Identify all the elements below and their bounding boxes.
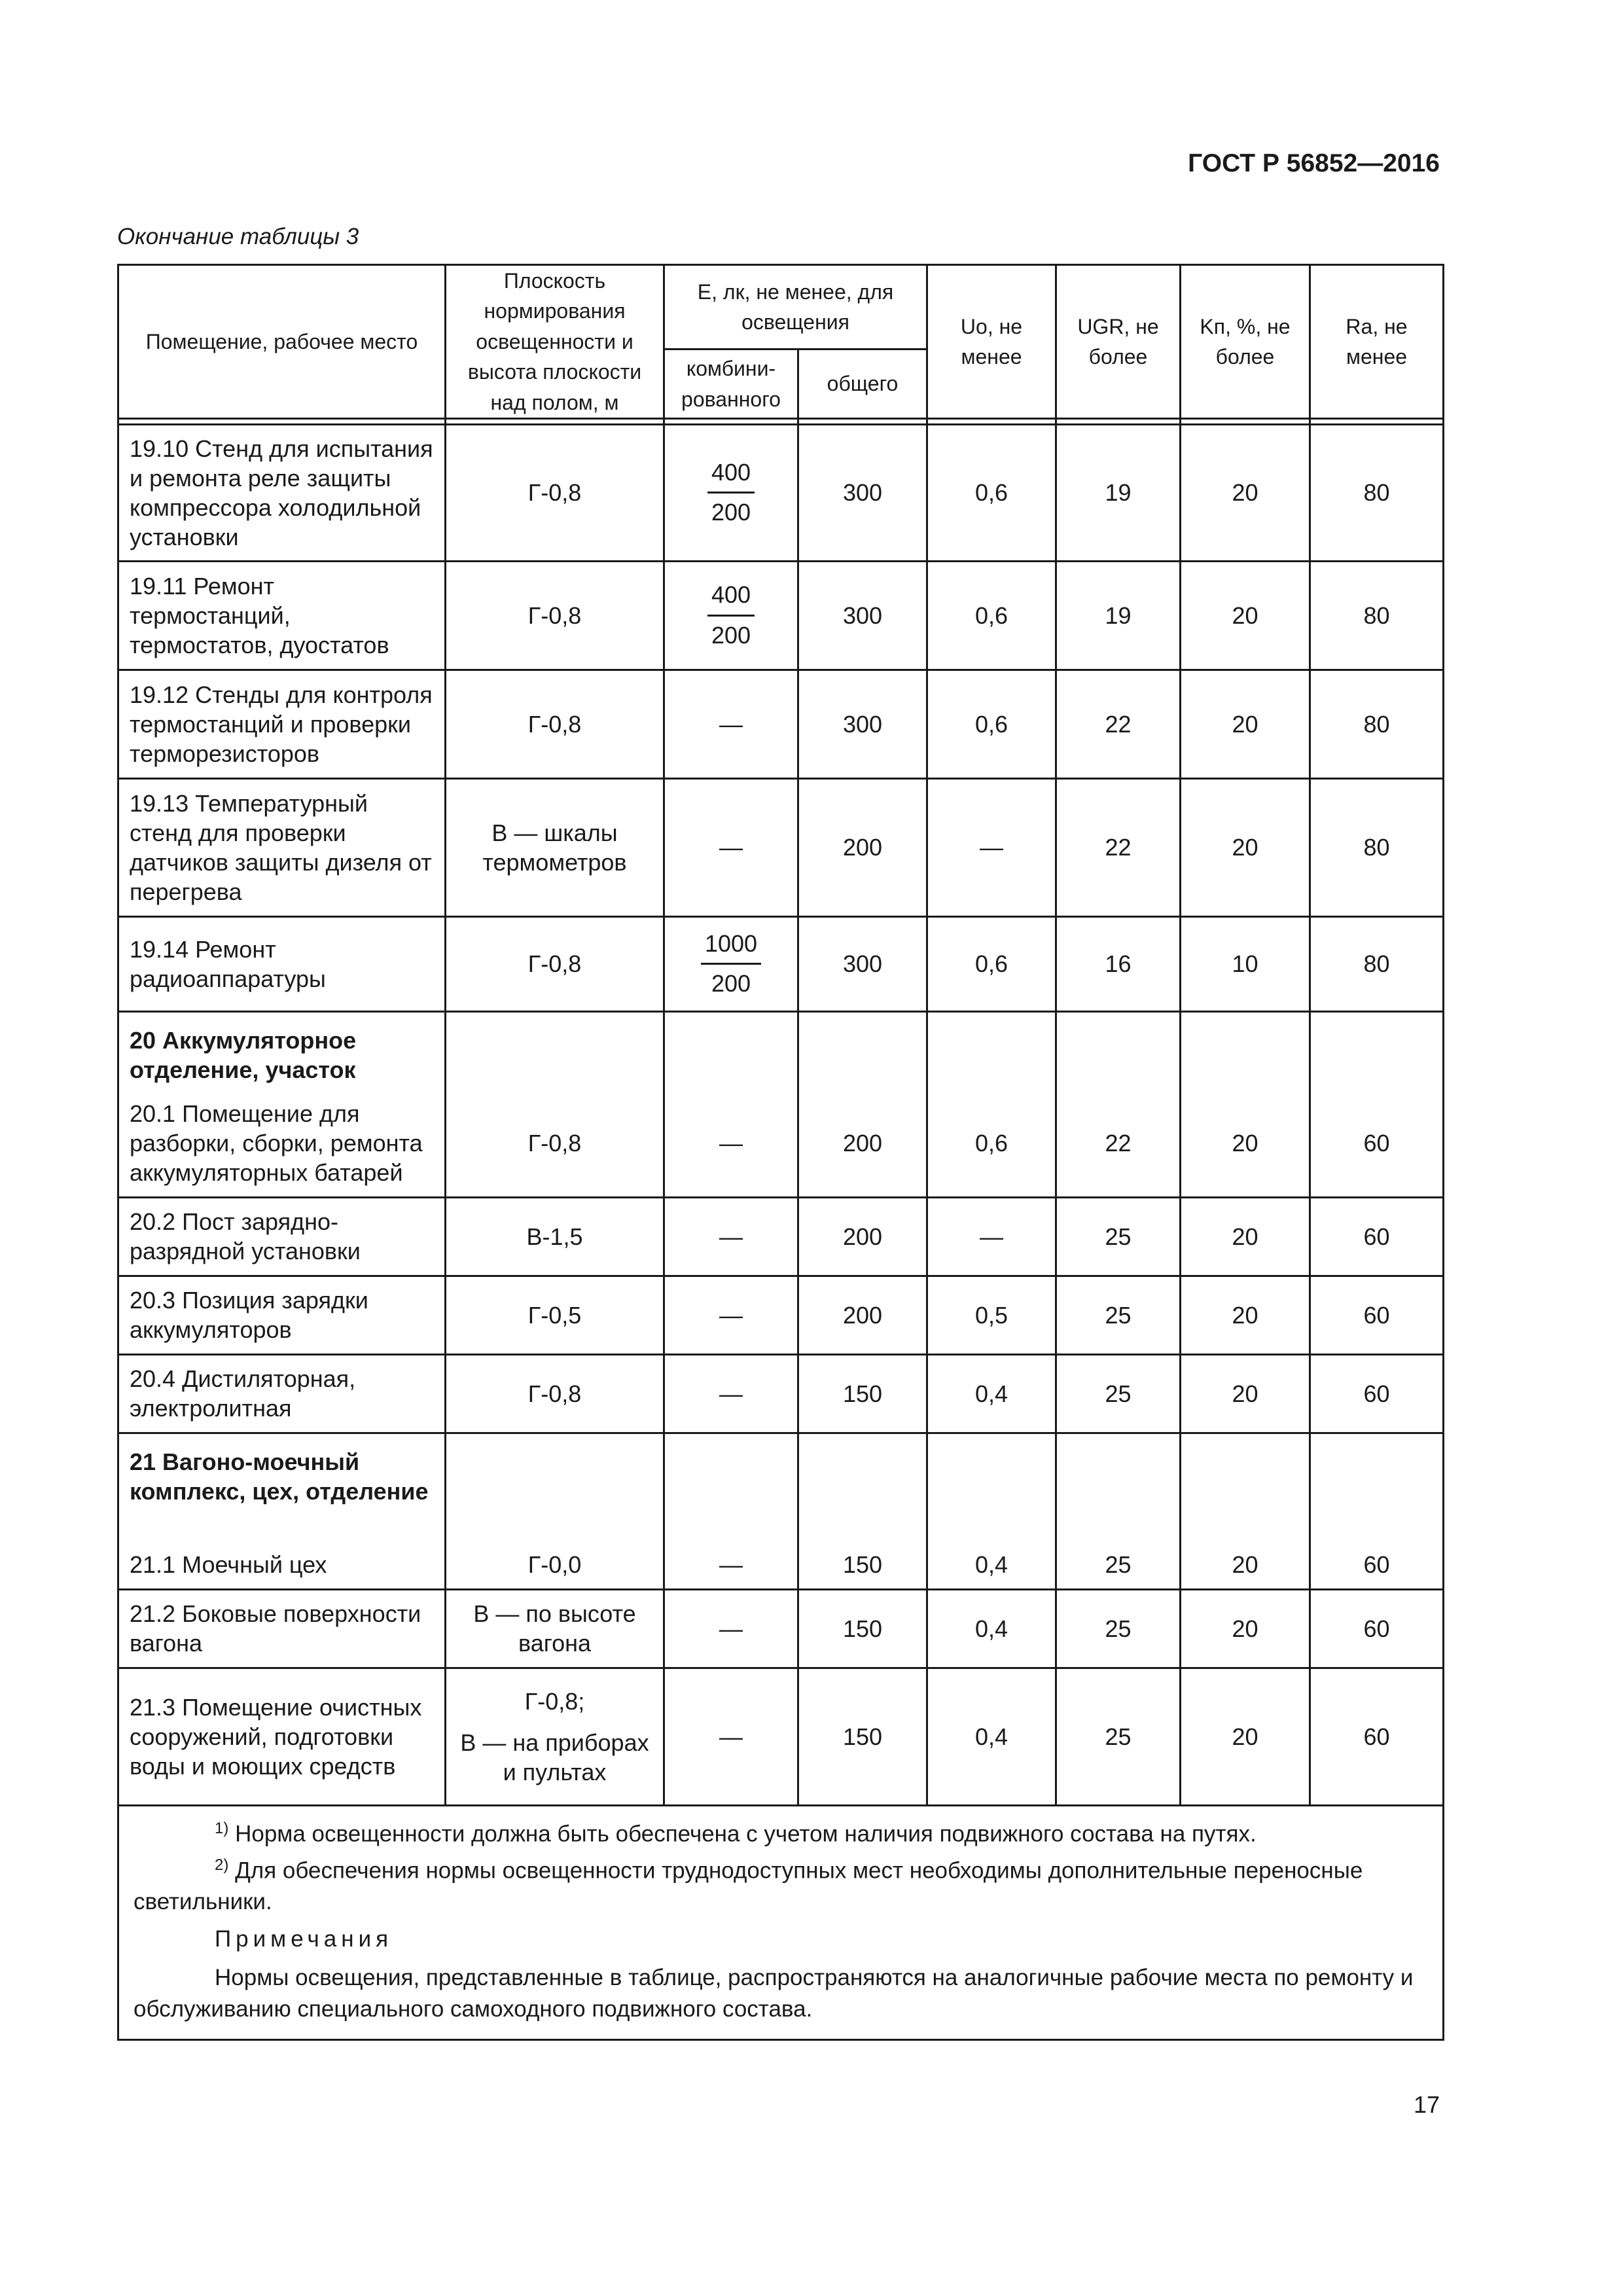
row-kp: 20 — [1181, 670, 1310, 778]
row-combined: — — [664, 1354, 798, 1433]
row-ugr: 25 — [1056, 1589, 1181, 1668]
row-ra: 80 — [1310, 561, 1444, 670]
section-title: 20 Аккумуляторное отделение, участок — [118, 1011, 446, 1090]
row-uo: 0,6 — [927, 424, 1056, 561]
row-ra: 80 — [1310, 778, 1444, 916]
table-row — [118, 1668, 1444, 1805]
row-uo: — — [927, 1197, 1056, 1276]
footnote-text: Норма освещенности должна быть обеспечена с учетом наличия подвижного состава на путях. — [235, 1821, 1257, 1847]
row-name: 19.11 Ремонт термостанций, термостатов, дуостатов — [118, 561, 446, 670]
footnote-text: Для обеспечения нормы освещенности труднодоступных мест необходимы дополнительные переносные светильники. — [134, 1857, 1363, 1914]
table-row — [118, 424, 1444, 561]
row-general: 200 — [798, 1197, 927, 1276]
row-ugr: 22 — [1056, 1090, 1181, 1197]
row-name: 20.3 Позиция зарядки аккумуляторов — [118, 1276, 446, 1354]
row-uo: 0,6 — [927, 916, 1056, 1011]
row-uo: 0,4 — [927, 1540, 1056, 1589]
row-ugr: 22 — [1056, 670, 1181, 778]
header-illuminance: E, лк, не менее, для освещения — [664, 265, 927, 350]
row-ugr: 22 — [1056, 778, 1181, 916]
footnote-mark: 2) — [215, 1856, 229, 1874]
row-plane: Г-0,8 — [446, 670, 664, 778]
document-code: ГОСТ Р 56852—2016 — [1188, 149, 1440, 177]
table-row — [118, 1197, 1444, 1276]
row-plane: Г-0,8 — [446, 1090, 664, 1197]
table-caption: Окончание таблицы 3 — [117, 224, 359, 249]
row-general: 200 — [798, 778, 927, 916]
table-row — [118, 1090, 1444, 1197]
row-kp: 20 — [1181, 424, 1310, 561]
row-uo: 0,6 — [927, 1090, 1056, 1197]
fraction-denominator: 200 — [711, 499, 751, 526]
row-ugr: 25 — [1056, 1354, 1181, 1433]
row-name: 21.2 Боковые поверхности вагона — [118, 1589, 446, 1668]
header-ugr: UGR, не более — [1056, 265, 1181, 419]
fraction-denominator: 200 — [711, 621, 751, 649]
row-ra: 60 — [1310, 1090, 1444, 1197]
header-general: общего — [798, 350, 927, 419]
row-ra: 60 — [1310, 1276, 1444, 1354]
row-kp: 10 — [1181, 916, 1310, 1011]
row-general: 300 — [798, 424, 927, 561]
row-combined — [664, 561, 798, 670]
section-title: 21 Вагоно-моечный комплекс, цех, отделение — [118, 1433, 446, 1540]
header-uo: Uo, не менее — [927, 265, 1056, 419]
plane-line-b: В — на приборах и пультах — [460, 1729, 649, 1785]
fraction-numerator: 400 — [707, 580, 755, 617]
row-uo: 0,6 — [927, 561, 1056, 670]
table-row — [118, 670, 1444, 778]
table-row — [118, 1540, 1444, 1589]
row-ugr: 25 — [1056, 1668, 1181, 1805]
row-name: 21.1 Моечный цех — [118, 1540, 446, 1589]
notes-cell — [118, 1805, 1444, 2039]
row-ra: 80 — [1310, 670, 1444, 778]
row-kp: 20 — [1181, 1276, 1310, 1354]
table-row — [118, 916, 1444, 1011]
row-combined: — — [664, 1090, 798, 1197]
row-general: 150 — [798, 1540, 927, 1589]
section-row — [118, 1433, 1444, 1540]
plane-line-a: Г-0,8; — [524, 1687, 585, 1715]
row-combined — [664, 424, 798, 561]
row-plane: Г-0,8 — [446, 561, 664, 670]
notes-row — [118, 1805, 1444, 2039]
row-plane: Г-0,0 — [446, 1540, 664, 1589]
row-ra: 80 — [1310, 916, 1444, 1011]
fraction-denominator: 200 — [711, 970, 751, 997]
header-ra: Ra, не менее — [1310, 265, 1444, 419]
row-general: 300 — [798, 670, 927, 778]
row-combined: — — [664, 1668, 798, 1805]
row-ra: 80 — [1310, 424, 1444, 561]
footnote — [134, 1818, 1428, 1850]
notes-text: Нормы освещения, представленные в таблице, распространяются на аналогичные рабочие места по ремонту и обслуживанию специального самоходного подвижного состава. — [134, 1965, 1414, 2022]
row-combined — [664, 916, 798, 1011]
footnote-mark: 1) — [215, 1819, 229, 1837]
table-row — [118, 1354, 1444, 1433]
row-name: 19.12 Стенды для контроля термостанций и проверки терморезисторов — [118, 670, 446, 778]
row-ra: 60 — [1310, 1589, 1444, 1668]
row-plane: В — по высоте вагона — [446, 1589, 664, 1668]
header-combined: комбини-рованного — [664, 350, 798, 419]
section-row — [118, 1011, 1444, 1090]
row-uo: — — [927, 778, 1056, 916]
fraction-numerator: 1000 — [701, 929, 761, 965]
row-name: 20.4 Дистиляторная, электролитная — [118, 1354, 446, 1433]
row-uo: 0,4 — [927, 1589, 1056, 1668]
row-general: 300 — [798, 561, 927, 670]
row-ra: 60 — [1310, 1354, 1444, 1433]
header-plane: Плоскость нормирования освещенности и высота плоскости над полом, м — [446, 265, 664, 419]
row-combined: — — [664, 1276, 798, 1354]
row-plane: В-1,5 — [446, 1197, 664, 1276]
row-ugr: 25 — [1056, 1276, 1181, 1354]
row-name: 19.14 Ремонт радиоаппаратуры — [118, 916, 446, 1011]
row-name: 21.3 Помещение очистных сооружений, подготовки воды и моющих средств — [118, 1668, 446, 1805]
fraction-numerator: 400 — [707, 457, 755, 494]
row-kp: 20 — [1181, 1540, 1310, 1589]
table-row — [118, 561, 1444, 670]
row-ugr: 16 — [1056, 916, 1181, 1011]
row-uo: 0,4 — [927, 1668, 1056, 1805]
row-general: 200 — [798, 1276, 927, 1354]
row-combined: — — [664, 1540, 798, 1589]
table-row — [118, 1589, 1444, 1668]
row-ugr: 25 — [1056, 1197, 1181, 1276]
row-kp: 20 — [1181, 1668, 1310, 1805]
row-general: 150 — [798, 1589, 927, 1668]
row-uo: 0,5 — [927, 1276, 1056, 1354]
row-plane: Г-0,8 — [446, 424, 664, 561]
norms-table — [117, 264, 1444, 2041]
row-combined: — — [664, 778, 798, 916]
row-kp: 20 — [1181, 1090, 1310, 1197]
row-name: 20.1 Помещение для разборки, сборки, ремонта аккумуляторных батарей — [118, 1090, 446, 1197]
row-general: 150 — [798, 1668, 927, 1805]
row-ra: 60 — [1310, 1668, 1444, 1805]
row-general: 150 — [798, 1354, 927, 1433]
row-name: 19.13 Температурный стенд для проверки датчиков защиты дизеля от перегрева — [118, 778, 446, 916]
row-uo: 0,4 — [927, 1354, 1056, 1433]
row-plane: Г-0,8 — [446, 916, 664, 1011]
row-ra: 60 — [1310, 1540, 1444, 1589]
row-kp: 20 — [1181, 778, 1310, 916]
header-separator — [118, 418, 1444, 424]
row-plane: В — шкалы термометров — [446, 778, 664, 916]
norms-table-wrapper — [117, 264, 1442, 2043]
row-kp: 20 — [1181, 1354, 1310, 1433]
table-row — [118, 778, 1444, 916]
row-kp: 20 — [1181, 561, 1310, 670]
footnote — [134, 1855, 1428, 1917]
notes-title: Примечания — [215, 1926, 393, 1952]
row-name: 19.10 Стенд для испытания и ремонта реле защиты компрессора холодильной установки — [118, 424, 446, 561]
row-name: 20.2 Пост зарядно-разрядной установки — [118, 1197, 446, 1276]
row-ugr: 25 — [1056, 1540, 1181, 1589]
header-room: Помещение, рабочее место — [118, 265, 446, 419]
row-general: 300 — [798, 916, 927, 1011]
table-row — [118, 1276, 1444, 1354]
row-ra: 60 — [1310, 1197, 1444, 1276]
row-kp: 20 — [1181, 1589, 1310, 1668]
header-kp: Kп, %, не более — [1181, 265, 1310, 419]
row-uo: 0,6 — [927, 670, 1056, 778]
row-kp: 20 — [1181, 1197, 1310, 1276]
row-plane: Г-0,8 — [446, 1354, 664, 1433]
row-combined: — — [664, 670, 798, 778]
row-plane: Г-0,5 — [446, 1276, 664, 1354]
page-number: 17 — [1413, 2091, 1440, 2118]
row-ugr: 19 — [1056, 424, 1181, 561]
row-general: 200 — [798, 1090, 927, 1197]
row-combined: — — [664, 1589, 798, 1668]
row-combined: — — [664, 1197, 798, 1276]
row-ugr: 19 — [1056, 561, 1181, 670]
row-plane — [446, 1668, 664, 1805]
